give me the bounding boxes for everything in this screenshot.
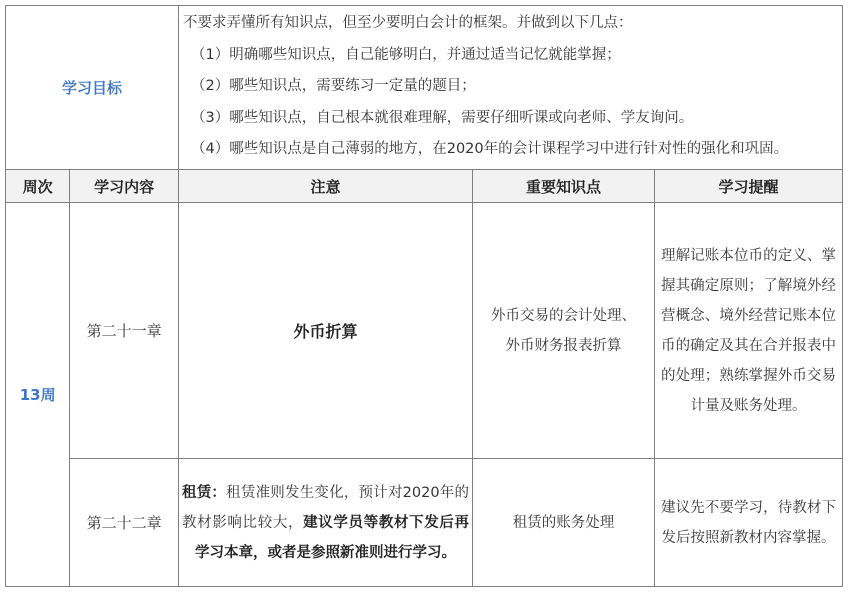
goal-item: （4）哪些知识点是自己薄弱的地方，在2020年的会计课程学习中进行针对性的强化和巩固。 (191, 141, 789, 157)
goal-item: （1）明确哪些知识点，自己能够明白，并通过适当记忆就能掌握； (191, 46, 621, 63)
key-point-cell: 租赁的账务处理 (473, 459, 655, 587)
goal-description (179, 6, 843, 170)
week-cell: 13周 (6, 203, 70, 587)
header-row (6, 170, 843, 203)
study-plan-table (5, 5, 843, 587)
key-point-line: 外币财务报表折算 (505, 337, 622, 354)
goal-item: （2）哪些知识点，需要练习一定量的题目； (191, 78, 476, 94)
note-label: 租赁： (182, 484, 227, 501)
table-row (6, 203, 843, 459)
note-emphasis: 建议学员等教材下发后再学习本章，或者是参照新准则进行学习。 (195, 514, 470, 561)
tip-cell: 建议先不要学习，待教材下发后按照新教材内容掌握。 (655, 459, 843, 587)
header-note: 注意 (179, 170, 473, 203)
note-text: 租赁准则发生变化，预计对2020年的教材影响比较大， (182, 484, 470, 531)
header-week: 周次 (6, 170, 70, 203)
table-row (6, 459, 843, 587)
note-cell: 外币折算 (179, 203, 473, 459)
goal-row (6, 6, 843, 170)
tip-cell: 理解记账本位币的定义、掌握其确定原则；了解境外经营概念、境外经营记账本位币的确定及其在合并报表中的处理；熟练掌握外币交易计量及账务处理。 (655, 203, 843, 459)
header-tips: 学习提醒 (655, 170, 843, 203)
header-key-points: 重要知识点 (473, 170, 655, 203)
goal-intro: 不要求弄懂所有知识点，但至少要明白会计的框架。并做到以下几点： (183, 15, 633, 31)
header-content: 学习内容 (70, 170, 179, 203)
note-cell (179, 459, 473, 587)
goal-item: （3）哪些知识点，自己根本就很难理解，需要仔细听课或向老师、学友询问。 (191, 109, 694, 126)
chapter-cell: 第二十二章 (70, 459, 179, 587)
key-point-cell (473, 203, 655, 459)
chapter-cell: 第二十一章 (70, 203, 179, 459)
goal-label: 学习目标 (6, 6, 179, 170)
key-point-line: 外币交易的会计处理、 (491, 307, 636, 324)
